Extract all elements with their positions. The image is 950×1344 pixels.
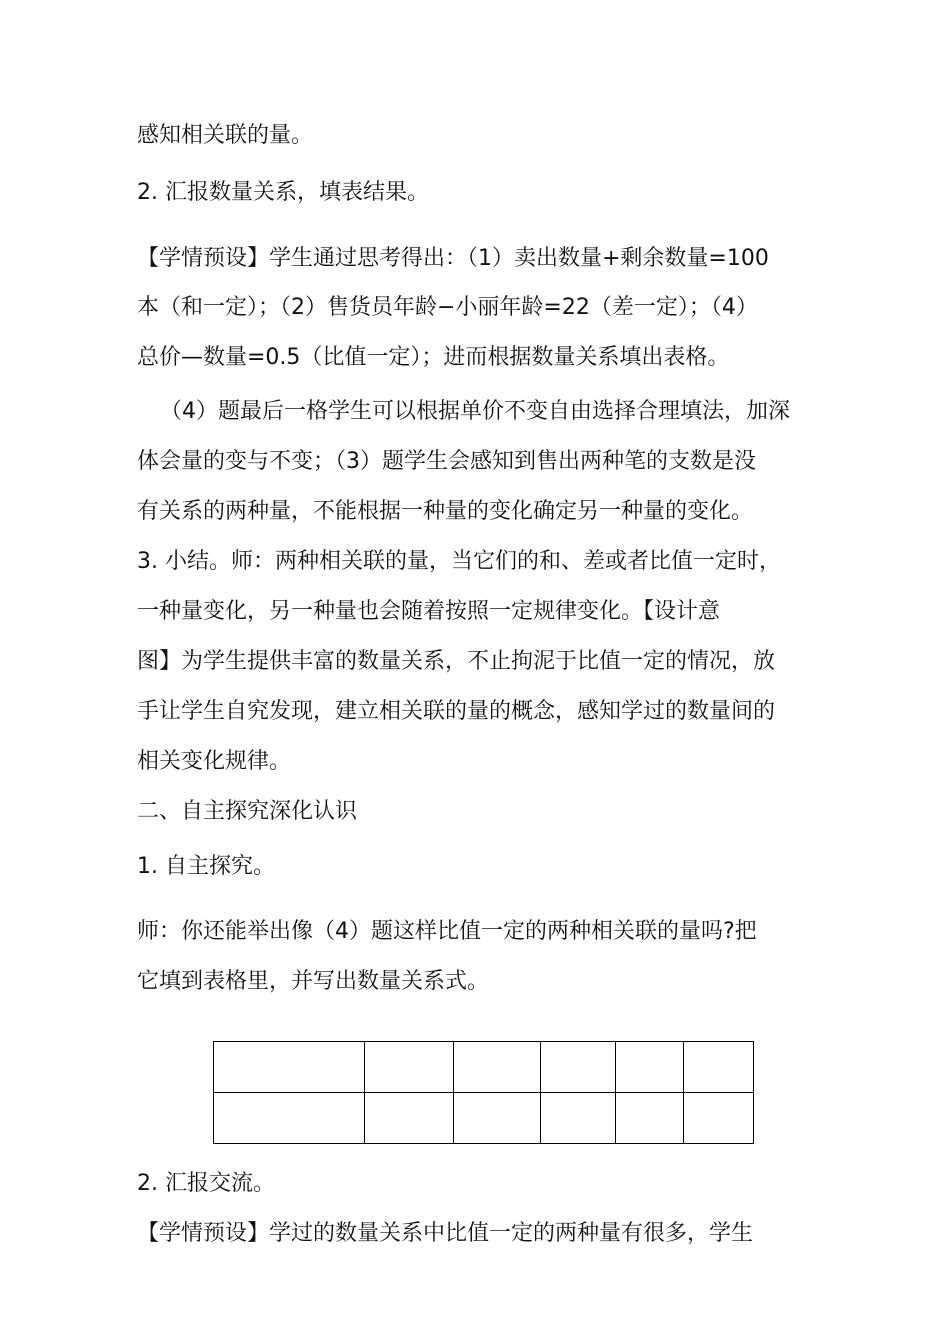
table-cell <box>365 1093 454 1144</box>
table-cell <box>541 1093 616 1144</box>
text-line: 总价—数量=0.5（比值一定）；进而根据数量关系填出表格。 <box>137 345 730 370</box>
text-line: 【学情预设】学生通过思考得出：（1）卖出数量+剩余数量=100 <box>137 246 769 271</box>
table-cell <box>454 1042 541 1093</box>
table-cell <box>616 1042 684 1093</box>
section-heading: 2. 汇报数量关系，填表结果。 <box>137 180 429 205</box>
text-line: 图】为学生提供丰富的数量关系，不止拘泥于比值一定的情况，放 <box>137 649 776 674</box>
table-cell <box>541 1042 616 1093</box>
section-heading: 二、自主探究深化认识 <box>137 799 358 824</box>
text-line: 一种量变化，另一种量也会随着按照一定规律变化。【设计意 <box>137 599 721 624</box>
table-cell <box>365 1042 454 1093</box>
text-line: 本（和一定）；（2）售货员年龄−小丽年龄=22（差一定）；（4） <box>137 295 758 320</box>
table-cell <box>214 1042 365 1093</box>
text-line: 它填到表格里，并写出数量关系式。 <box>137 969 490 994</box>
text-line: 【学情预设】学过的数量关系中比值一定的两种量有很多，学生 <box>137 1221 754 1246</box>
section-heading: 1. 自主探究。 <box>137 854 275 879</box>
text-line: 手让学生自究发现，建立相关联的量的概念，感知学过的数量间的 <box>137 699 776 724</box>
text-line: 体会量的变与不变；（3）题学生会感知到售出两种笔的支数是没 <box>137 449 756 474</box>
text-line: 师：你还能举出像（4）题这样比值一定的两种相关联的量吗?把 <box>137 919 757 944</box>
blank-table <box>213 1041 754 1144</box>
table-row <box>214 1042 754 1093</box>
text-line: （4）题最后一格学生可以根据单价不变自由选择合理填法，加深 <box>160 399 790 424</box>
table-cell <box>454 1093 541 1144</box>
text-line: 相关变化规律。 <box>137 749 292 774</box>
text-line: 感知相关联的量。 <box>137 123 314 148</box>
table-cell <box>214 1093 365 1144</box>
section-heading: 2. 汇报交流。 <box>137 1171 275 1196</box>
table-row <box>214 1093 754 1144</box>
table-cell <box>684 1093 754 1144</box>
text-line: 有关系的两种量，不能根据一种量的变化确定另一种量的变化。 <box>137 499 754 524</box>
section-heading: 3. 小结。师：两种相关联的量，当它们的和、差或者比值一定时， <box>137 549 781 574</box>
table-cell <box>684 1042 754 1093</box>
table-cell <box>616 1093 684 1144</box>
